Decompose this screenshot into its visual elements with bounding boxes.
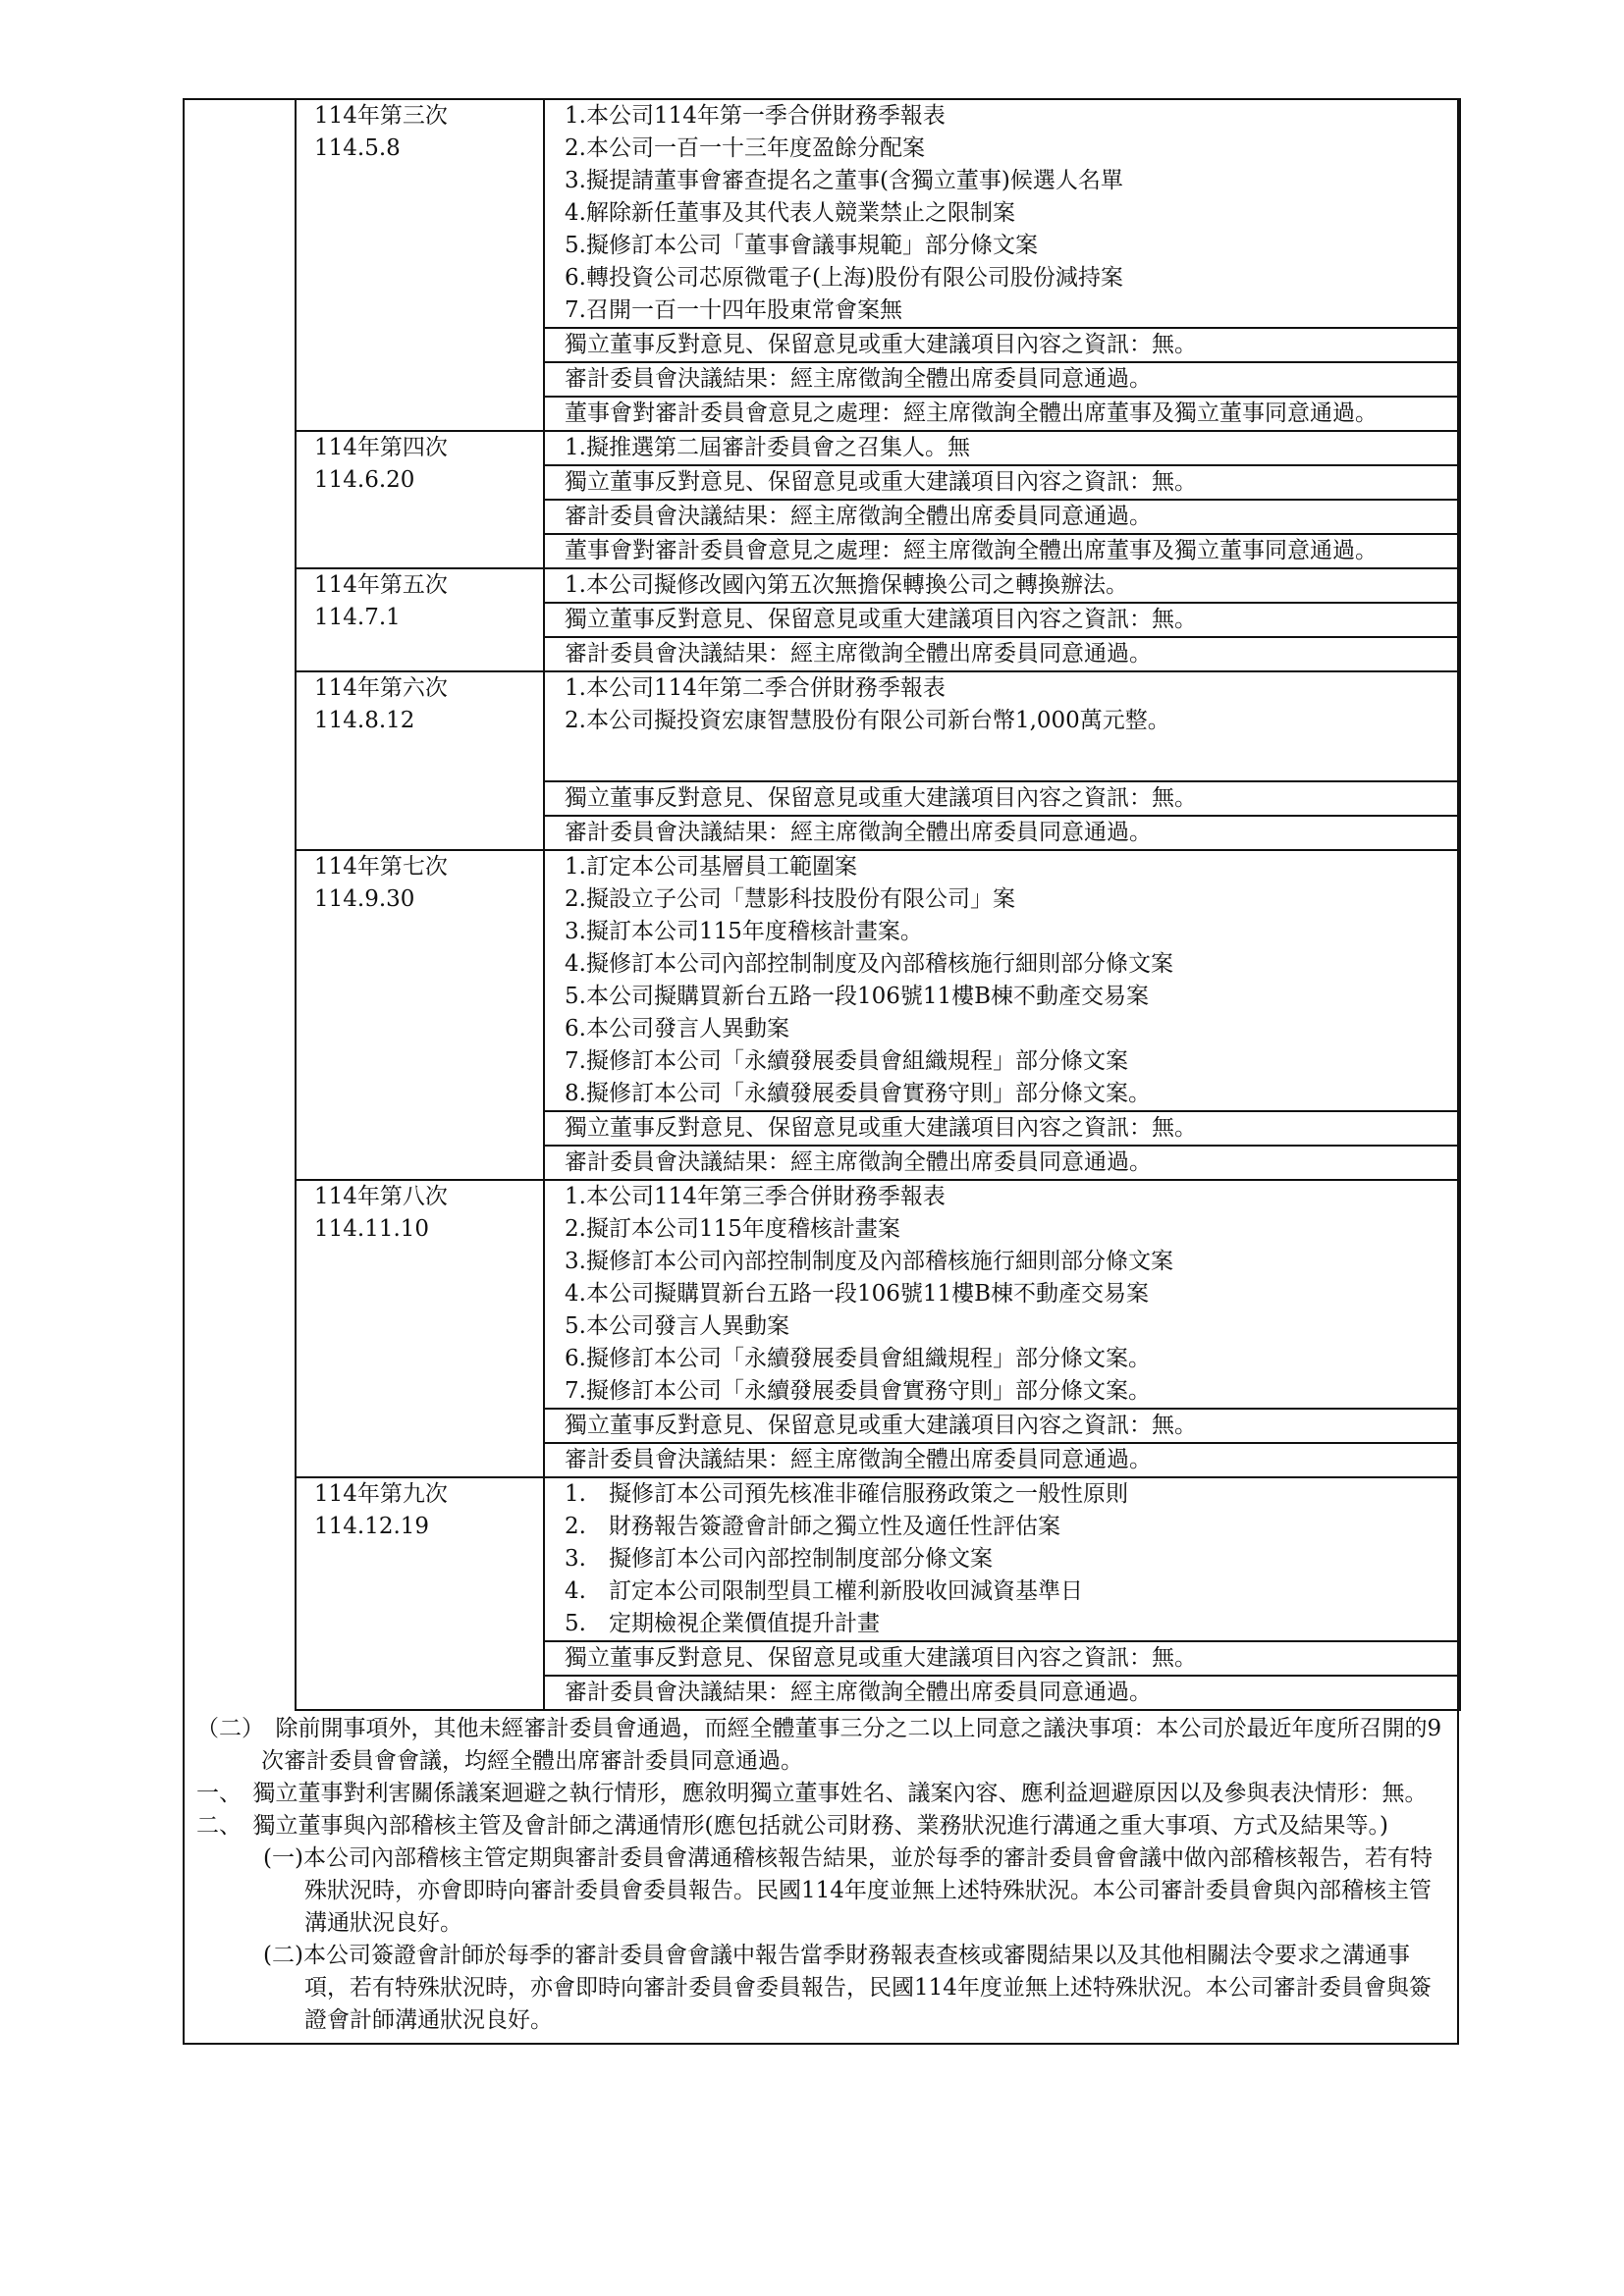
- footer-paragraph-internal-audit: (一)本公司內部稽核主管定期與審計委員會溝通稽核報告結果，並於每季的審計委員會會議中做內部稽核報告，若有特殊狀況時，亦會即時向審計委員會委員報告。民國114年度並無上述特殊狀況。本公司審計委員會與內部稽核主管溝通狀況良好。: [263, 1845, 1433, 1936]
- agenda-item: 4. 訂定本公司限制型員工權利新股收回減資基準日: [565, 1578, 1083, 1604]
- meeting-session: 114年第七次: [314, 854, 448, 880]
- resolution-note: 審計委員會決議結果：經主席徵詢全體出席委員同意通過。: [565, 820, 1152, 845]
- meeting-note-cell: [544, 1146, 1459, 1180]
- footer-paragraph-communication: 二、 獨立董事與內部稽核主管及會計師之溝通情形(應包括就公司財務、業務狀況進行溝通之重大事項、方式及結果等。): [196, 1813, 1388, 1839]
- meeting-items-cell: [544, 1180, 1459, 1409]
- footer-paragraph-recusal: 一、 獨立董事對利害關係議案迴避之執行情形，應敘明獨立董事姓名、議案內容、應利益迴避原因以及參與表決情形：無。: [196, 1781, 1428, 1806]
- meeting-date-cell: [296, 99, 544, 431]
- meeting-note-cell: [544, 637, 1459, 671]
- footer-paragraph-cpa: (二)本公司簽證會計師於每季的審計委員會會議中報告當季財務報表查核或審閱結果以及其他相關法令要求之溝通事項，若有特殊狀況時，亦會即時向審計委員會委員報告，民國114年度並無上述特殊狀況。本公司審計委員會與簽證會計師溝通狀況良好。: [263, 1943, 1432, 2033]
- meeting-row: [296, 99, 1460, 328]
- meeting-date: 114.8.12: [314, 708, 415, 733]
- resolution-note: 審計委員會決議結果：經主席徵詢全體出席委員同意通過。: [565, 366, 1152, 392]
- agenda-item: 6.擬修訂本公司「永續發展委員會組織規程」部分條文案。: [565, 1346, 1151, 1371]
- resolution-note: 獨立董事反對意見、保留意見或重大建議項目內容之資訊：無。: [565, 785, 1197, 811]
- meeting-note-cell: [544, 1111, 1459, 1146]
- remarks-cell: [1459, 431, 1460, 568]
- remarks-cell: [1459, 671, 1460, 850]
- meeting-items-cell: [544, 850, 1459, 1111]
- agenda-item: 6.本公司發言人異動案: [565, 1016, 789, 1041]
- meeting-session: 114年第五次: [314, 572, 448, 598]
- meeting-date: 114.6.20: [314, 467, 415, 493]
- agenda-item: 5.本公司擬購買新台五路一段106號11樓B棟不動產交易案: [565, 984, 1150, 1009]
- meeting-row: [296, 671, 1460, 781]
- meeting-date-cell: [296, 1180, 544, 1477]
- meeting-session: 114年第九次: [314, 1481, 448, 1507]
- meeting-items-cell: [544, 431, 1459, 465]
- meeting-date-cell: [296, 1477, 544, 1710]
- resolution-note: 審計委員會決議結果：經主席徵詢全體出席委員同意通過。: [565, 641, 1152, 667]
- resolution-note: 獨立董事反對意見、保留意見或重大建議項目內容之資訊：無。: [565, 332, 1197, 357]
- audit-committee-meetings-table: [295, 98, 1461, 1711]
- agenda-item: 7.擬修訂本公司「永續發展委員會實務守則」部分條文案。: [565, 1378, 1151, 1404]
- remarks-cell: [1459, 1477, 1460, 1710]
- meeting-note-cell: [544, 500, 1459, 534]
- meeting-row: [296, 850, 1460, 1111]
- agenda-item: 2.本公司一百一十三年度盈餘分配案: [565, 135, 925, 161]
- meeting-session: 114年第三次: [314, 103, 448, 129]
- meeting-note-cell: [544, 816, 1459, 850]
- agenda-item: 5. 定期檢視企業價值提升計畫: [565, 1611, 880, 1636]
- meeting-date-cell: [296, 671, 544, 850]
- meeting-session: 114年第六次: [314, 675, 448, 701]
- agenda-item: 7.召開一百一十四年股東常會案無: [565, 297, 902, 323]
- agenda-item: 1.本公司擬修改國內第五次無擔保轉換公司之轉換辦法。: [565, 572, 1128, 598]
- remarks-cell: [1459, 99, 1460, 431]
- remarks-cell: [1459, 568, 1460, 671]
- remarks-cell: [1459, 1180, 1460, 1477]
- agenda-item: 2.擬訂本公司115年度稽核計畫案: [565, 1216, 900, 1242]
- agenda-item: 2.本公司擬投資宏康智慧股份有限公司新台幣1,000萬元整。: [565, 708, 1170, 733]
- meeting-date: 114.9.30: [314, 886, 415, 912]
- agenda-item: 8.擬修訂本公司「永續發展委員會實務守則」部分條文案。: [565, 1081, 1151, 1106]
- meeting-date-cell: [296, 431, 544, 568]
- agenda-item: 3. 擬修訂本公司內部控制制度部分條文案: [565, 1546, 993, 1572]
- resolution-note: 審計委員會決議結果：經主席徵詢全體出席委員同意通過。: [565, 1149, 1152, 1175]
- resolution-note: 獨立董事反對意見、保留意見或重大建議項目內容之資訊：無。: [565, 1413, 1197, 1438]
- remarks-cell: [1459, 850, 1460, 1180]
- footer-notes: [196, 1713, 1448, 2037]
- resolution-note: 獨立董事反對意見、保留意見或重大建議項目內容之資訊：無。: [565, 607, 1197, 632]
- agenda-item: 7.擬修訂本公司「永續發展委員會組織規程」部分條文案: [565, 1048, 1128, 1074]
- meeting-items-cell: [544, 1477, 1459, 1641]
- meeting-note-cell: [544, 1641, 1459, 1676]
- meeting-date: 114.7.1: [314, 605, 401, 630]
- agenda-item: 3.擬訂本公司115年度稽核計畫案。: [565, 919, 923, 944]
- agenda-item: 1.訂定本公司基層員工範圍案: [565, 854, 857, 880]
- meeting-items-cell: [544, 671, 1459, 781]
- agenda-item: 1. 擬修訂本公司預先核准非確信服務政策之一般性原則: [565, 1481, 1128, 1507]
- meeting-row: [296, 431, 1460, 465]
- meeting-note-cell: [544, 362, 1459, 397]
- agenda-item: 4.解除新任董事及其代表人競業禁止之限制案: [565, 200, 1015, 226]
- meeting-date: 114.5.8: [314, 135, 401, 161]
- resolution-note: 審計委員會決議結果：經主席徵詢全體出席委員同意通過。: [565, 504, 1152, 529]
- agenda-item: 4.擬修訂本公司內部控制制度及內部稽核施行細則部分條文案: [565, 951, 1173, 977]
- meeting-row: [296, 1477, 1460, 1641]
- meeting-date-cell: [296, 850, 544, 1180]
- meeting-note-cell: [544, 1676, 1459, 1710]
- meeting-date: 114.12.19: [314, 1514, 430, 1539]
- meeting-note-cell: [544, 328, 1459, 362]
- meeting-row: [296, 568, 1460, 603]
- agenda-item: 3.擬修訂本公司內部控制制度及內部稽核施行細則部分條文案: [565, 1249, 1173, 1274]
- resolution-note: 獨立董事反對意見、保留意見或重大建議項目內容之資訊：無。: [565, 1645, 1197, 1671]
- meeting-date: 114.11.10: [314, 1216, 430, 1242]
- agenda-item: 5.本公司發言人異動案: [565, 1313, 789, 1339]
- meeting-note-cell: [544, 1443, 1459, 1477]
- resolution-note: 審計委員會決議結果：經主席徵詢全體出席委員同意通過。: [565, 1447, 1152, 1472]
- meeting-session: 114年第四次: [314, 435, 448, 460]
- meeting-session: 114年第八次: [314, 1184, 448, 1209]
- resolution-note: 董事會對審計委員會意見之處理：經主席徵詢全體出席董事及獨立董事同意通過。: [565, 400, 1378, 426]
- agenda-item: 2.擬設立子公司「慧影科技股份有限公司」案: [565, 886, 1015, 912]
- agenda-item: 5.擬修訂本公司「董事會議事規範」部分條文案: [565, 233, 1038, 258]
- resolution-note: 獨立董事反對意見、保留意見或重大建議項目內容之資訊：無。: [565, 469, 1197, 495]
- agenda-item: 1.本公司114年第二季合併財務季報表: [565, 675, 946, 701]
- resolution-note: 獨立董事反對意見、保留意見或重大建議項目內容之資訊：無。: [565, 1115, 1197, 1141]
- meeting-note-cell: [544, 397, 1459, 431]
- agenda-item: 3.擬提請董事會審查提名之董事(含獨立董事)候選人名單: [565, 168, 1123, 193]
- meeting-items-cell: [544, 99, 1459, 328]
- agenda-item: 4.本公司擬購買新台五路一段106號11樓B棟不動產交易案: [565, 1281, 1150, 1307]
- footer-paragraph-other-resolutions: （二） 除前開事項外，其他未經審計委員會通過，而經全體董事三分之二以上同意之議決事項：本公司於最近年度所召開的9次審計委員會會議，均經全體出席審計委員同意通過。: [196, 1716, 1442, 1774]
- resolution-note: 董事會對審計委員會意見之處理：經主席徵詢全體出席董事及獨立董事同意通過。: [565, 538, 1378, 563]
- agenda-item: 6.轉投資公司芯原微電子(上海)股份有限公司股份減持案: [565, 265, 1123, 291]
- meeting-items-cell: [544, 568, 1459, 603]
- meeting-note-cell: [544, 534, 1459, 568]
- meeting-note-cell: [544, 465, 1459, 500]
- meeting-note-cell: [544, 1409, 1459, 1443]
- agenda-item: 2. 財務報告簽證會計師之獨立性及適任性評估案: [565, 1514, 1060, 1539]
- resolution-note: 審計委員會決議結果：經主席徵詢全體出席委員同意通過。: [565, 1680, 1152, 1705]
- meeting-date-cell: [296, 568, 544, 671]
- agenda-item: 1.本公司114年第一季合併財務季報表: [565, 103, 946, 129]
- meeting-note-cell: [544, 603, 1459, 637]
- agenda-item: 1.擬推選第二屆審計委員會之召集人。無: [565, 435, 970, 460]
- meeting-row: [296, 1180, 1460, 1409]
- agenda-item: 1.本公司114年第三季合併財務季報表: [565, 1184, 946, 1209]
- meeting-note-cell: [544, 781, 1459, 816]
